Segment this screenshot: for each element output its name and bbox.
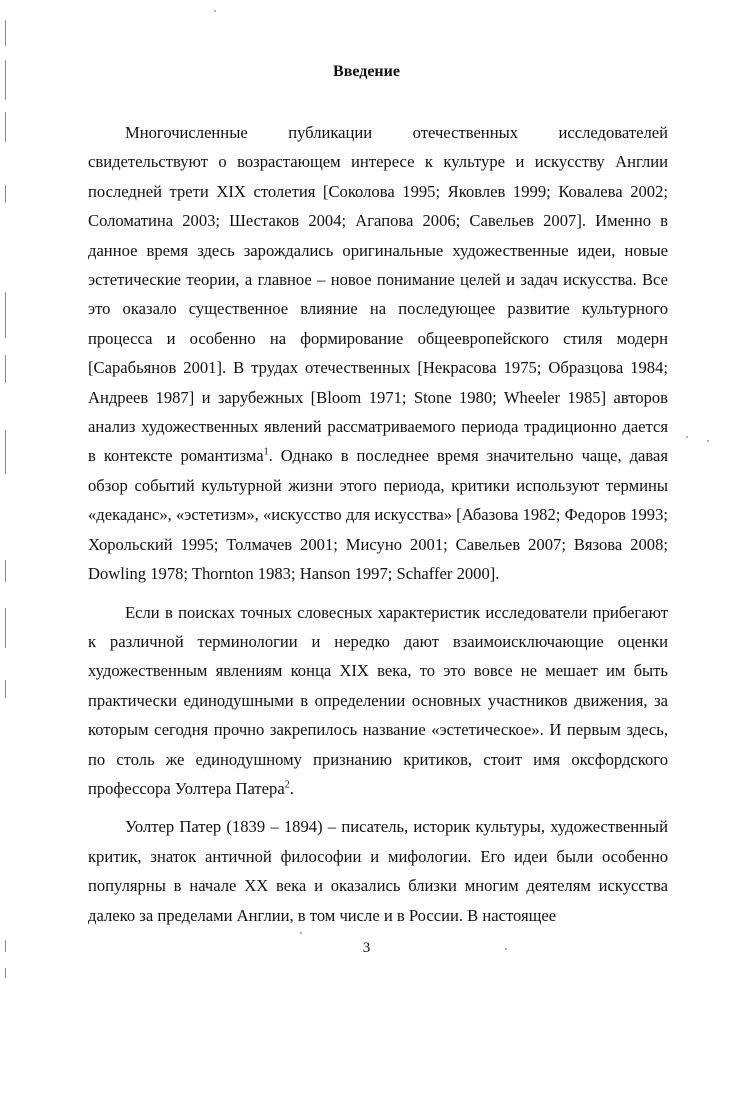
paragraph-3 <box>88 812 668 930</box>
paragraph-2-text: Если в поисках точных словесных характеристик исследователи прибегают к различной терминологии и нередко дают взаимоисключающие оценки художественным явлениям конца XIX века, то это вовсе не мешает им быть практически единодушными в определении основных участников движения, за которым сегодня прочно закрепилось название «эстетическое». И первым здесь, по столь же единодушному признанию критиков, стоит имя оксфордского профессора Уолтера Патера <box>88 602 668 798</box>
paragraph-3-text: Уолтер Патер (1839 – 1894) – писатель, историк культуры, художественный критик, знаток античной философии и мифологии. Его идеи были особенно популярны в начале XX века и оказались близки многим деятелям искусства далеко за пределами Англии, в том числе и в России. В настоящее <box>88 817 668 925</box>
scan-margin-marks <box>2 0 12 1100</box>
paragraph-1 <box>88 118 668 589</box>
scan-speck <box>707 440 709 442</box>
paragraph-1-text-after: . Однако в последнее время значительно чаще, давая обзор событий культурной жизни этого периода, критики используют термины «декаданс», «эстетизм», «искусство для искусства» [Абазова 1982; Федоров 1993; Хорольский 1995; Толмачев 2001; Мисуно 2001; Савельев 2007; Вязова 2008; Dowling 1978; Thornton 1983; Hanson 1997; Schaffer 2000]. <box>88 446 669 584</box>
scan-speck <box>214 10 216 12</box>
scan-speck <box>686 436 688 438</box>
paragraph-1-text: Многочисленные публикации отечественных исследователей свидетельствуют о возрастающем интересе к культуре и искусству Англии последней трети XIX столетия [Соколова 1995; Яковлев 1999; Ковалева 2002; Соломатина 2003; Шестаков 2004; Агапова 2006; Савельев 2007]. Именно в данное время здесь зарождались оригинальные художественные идеи, новые эстетические теории, а главное – новое понимание целей и задач искусства. Все это оказало существенное влияние на последующее развитие культурного процесса и особенно на формирование общеевропейского стиля модерн [Сарабьянов 2001]. В трудах отечественных [Некрасова 1975; Образцова 1984; Андреев 1987] и зарубежных [Bloom 1971; Stone 1980; Wheeler 1985] авторов анализ художественных явлений рассматриваемого периода традиционно дается в контексте романтизма <box>88 123 668 466</box>
footnote-marker-2: 2 <box>284 779 290 791</box>
page-number: 3 <box>362 940 371 956</box>
footnote-marker-1: 1 <box>263 446 269 458</box>
paragraph-2 <box>88 598 668 804</box>
paragraph-2-text-after: . <box>289 778 294 798</box>
document-body <box>88 118 668 939</box>
page-title: Введение <box>333 63 400 80</box>
